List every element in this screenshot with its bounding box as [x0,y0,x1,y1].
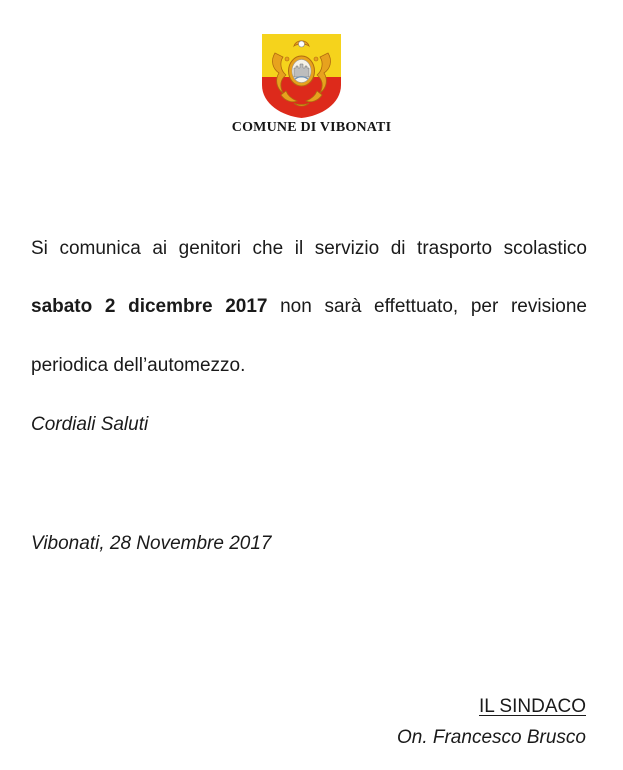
signature-block [397,696,586,749]
coat-of-arms-icon [261,33,342,119]
notice-line-3: periodica dell’automezzo. [31,355,246,376]
municipality-name: COMUNE DI VIBONATI [231,120,392,135]
mayor-title: IL SINDACO [479,696,586,717]
notice-line-2 [31,296,587,318]
place-date: Vibonati, 28 Novembre 2017 [31,533,272,554]
greeting: Cordiali Saluti [31,414,149,435]
mayor-name: On. Francesco Brusco [396,727,586,748]
notice-date-bold: sabato 2 dicembre 2017 [31,296,268,317]
notice-line-1: Si comunica ai genitori che il servizio di trasporto scolastico [31,238,587,259]
notice-line-2-rest: non sarà effettuato, per revisione [280,296,587,317]
